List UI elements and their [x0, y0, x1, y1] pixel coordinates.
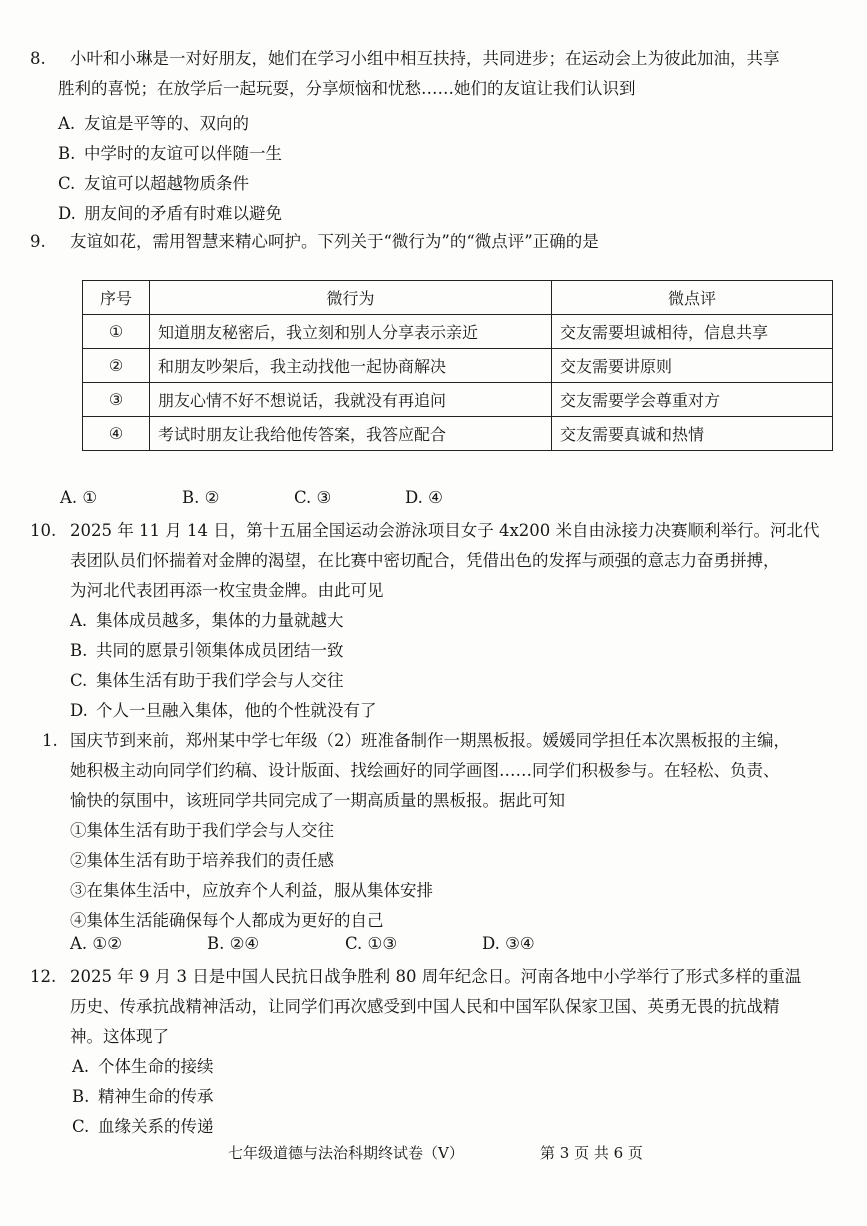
question-11-statement-3: ③在集体生活中，应放弃个人利益，服从集体安排 — [70, 881, 433, 900]
question-9-option-d: D. ④ — [405, 488, 443, 507]
question-8-stem-line-2: 胜利的喜悦；在放学后一起玩耍，分享烦恼和忧愁……她们的友谊让我们认识到 — [58, 79, 636, 98]
page-number: 第 3 页 共 6 页 — [540, 1144, 643, 1162]
question-12-stem-line-3: 神。这体现了 — [70, 1027, 169, 1046]
table-cell-comment: 交友需要坦诚相待，信息共享 — [552, 315, 833, 349]
question-9-option-a: A. ① — [60, 488, 98, 507]
table-cell-index: ① — [83, 315, 150, 349]
table-cell-comment: 交友需要学会尊重对方 — [552, 383, 833, 417]
question-8-stem-line-1 — [30, 45, 780, 69]
question-10-stem-line-1: 10. 2025 年 11 月 14 日，第十五届全国运动会游泳项目女子 4x200 米自由泳接力决赛顺利举行。河北代 — [30, 521, 820, 540]
question-8-number: 8. — [30, 49, 46, 68]
question-8-option-d: D. 朋友间的矛盾有时难以避免 — [58, 204, 282, 223]
question-12-option-b: B. 精神生命的传承 — [72, 1087, 214, 1106]
behavior-comment-table — [82, 280, 833, 451]
table-row — [83, 349, 833, 383]
table-header-comment: 微点评 — [552, 281, 833, 315]
question-11-stem-line-2: 她积极主动向同学们约稿、设计版面、找绘画好的同学画图……同学们积极参与。在轻松、负责、 — [70, 761, 780, 780]
question-8-option-a: A. 友谊是平等的、双向的 — [58, 114, 249, 133]
question-12-option-c: C. 血缘关系的传递 — [72, 1117, 214, 1136]
question-11-number: 1. — [42, 731, 58, 750]
table-cell-behavior: 考试时朋友让我给他传答案，我答应配合 — [150, 417, 552, 451]
question-8-option-c: C. 友谊可以超越物质条件 — [58, 174, 249, 193]
question-10-option-d: D. 个人一旦融入集体，他的个性就没有了 — [70, 701, 377, 720]
table-cell-index: ④ — [83, 417, 150, 451]
question-10-option-a: A. 集体成员越多，集体的力量就越大 — [70, 611, 344, 630]
table-cell-index: ③ — [83, 383, 150, 417]
question-12-number: 12. — [30, 967, 57, 986]
question-10-stem-line-2: 表团队员们怀揣着对金牌的渴望，在比赛中密切配合，凭借出色的发挥与顽强的意志力奋勇拼搏， — [70, 551, 780, 570]
question-9-number: 9. — [30, 232, 46, 251]
question-12-option-a: A. 个体生命的接续 — [72, 1057, 214, 1076]
question-9-stem: 9. 友谊如花，需用智慧来精心呵护。下列关于“微行为”的“微点评”正确的是 — [30, 232, 599, 251]
table-cell-behavior: 知道朋友秘密后，我立刻和别人分享表示亲近 — [150, 315, 552, 349]
question-9-option-b: B. ② — [182, 488, 220, 507]
question-11-stem-line-3: 愉快的氛围中，该班同学共同完成了一期高质量的黑板报。据此可知 — [70, 791, 565, 810]
question-12-stem-line-2: 历史、传承抗战精神活动，让同学们再次感受到中国人民和中国军队保家卫国、英勇无畏的抗战精 — [70, 997, 780, 1016]
question-11-stem-line-1: 1. 国庆节到来前，郑州某中学七年级（2）班准备制作一期黑板报。媛媛同学担任本次黑板报的主编， — [42, 731, 790, 750]
table-header-behavior: 微行为 — [150, 281, 552, 315]
table-cell-comment: 交友需要讲原则 — [552, 349, 833, 383]
question-10-number: 10. — [30, 521, 57, 540]
table-header-row — [83, 281, 833, 315]
question-11-option-d: D. ③④ — [482, 934, 535, 953]
table-row — [83, 315, 833, 349]
question-11-statement-1: ①集体生活有助于我们学会与人交往 — [70, 821, 334, 840]
question-9-option-c: C. ③ — [294, 488, 332, 507]
question-11-statement-2: ②集体生活有助于培养我们的责任感 — [70, 851, 334, 870]
table-header-index: 序号 — [83, 281, 150, 315]
table-cell-behavior: 和朋友吵架后，我主动找他一起协商解决 — [150, 349, 552, 383]
question-10-option-c: C. 集体生活有助于我们学会与人交往 — [70, 671, 344, 690]
table-cell-comment: 交友需要真诚和热情 — [552, 417, 833, 451]
question-11-option-a: A. ①② — [70, 934, 123, 953]
exam-title: 七年级道德与法治科期终试卷（V） — [228, 1144, 464, 1162]
question-8-text-1: 小叶和小琳是一对好朋友，她们在学习小组中相互扶持，共同进步；在运动会上为彼此加油，共享 — [70, 49, 780, 68]
question-11-option-b: B. ②④ — [207, 934, 260, 953]
question-11-option-c: C. ①③ — [345, 934, 398, 953]
table-row — [83, 383, 833, 417]
table-cell-behavior: 朋友心情不好不想说话，我就没有再追问 — [150, 383, 552, 417]
question-12-stem-line-1: 12. 2025 年 9 月 3 日是中国人民抗日战争胜利 80 周年纪念日。河南各地中小学举行了形式多样的重温 — [30, 967, 802, 986]
question-11-statement-4: ④集体生活能确保每个人都成为更好的自己 — [70, 911, 384, 930]
table-cell-index: ② — [83, 349, 150, 383]
question-10-option-b: B. 共同的愿景引领集体成员团结一致 — [70, 641, 344, 660]
question-8-option-b: B. 中学时的友谊可以伴随一生 — [58, 144, 282, 163]
question-10-stem-line-3: 为河北代表团再添一枚宝贵金牌。由此可见 — [70, 581, 384, 600]
table-row — [83, 417, 833, 451]
